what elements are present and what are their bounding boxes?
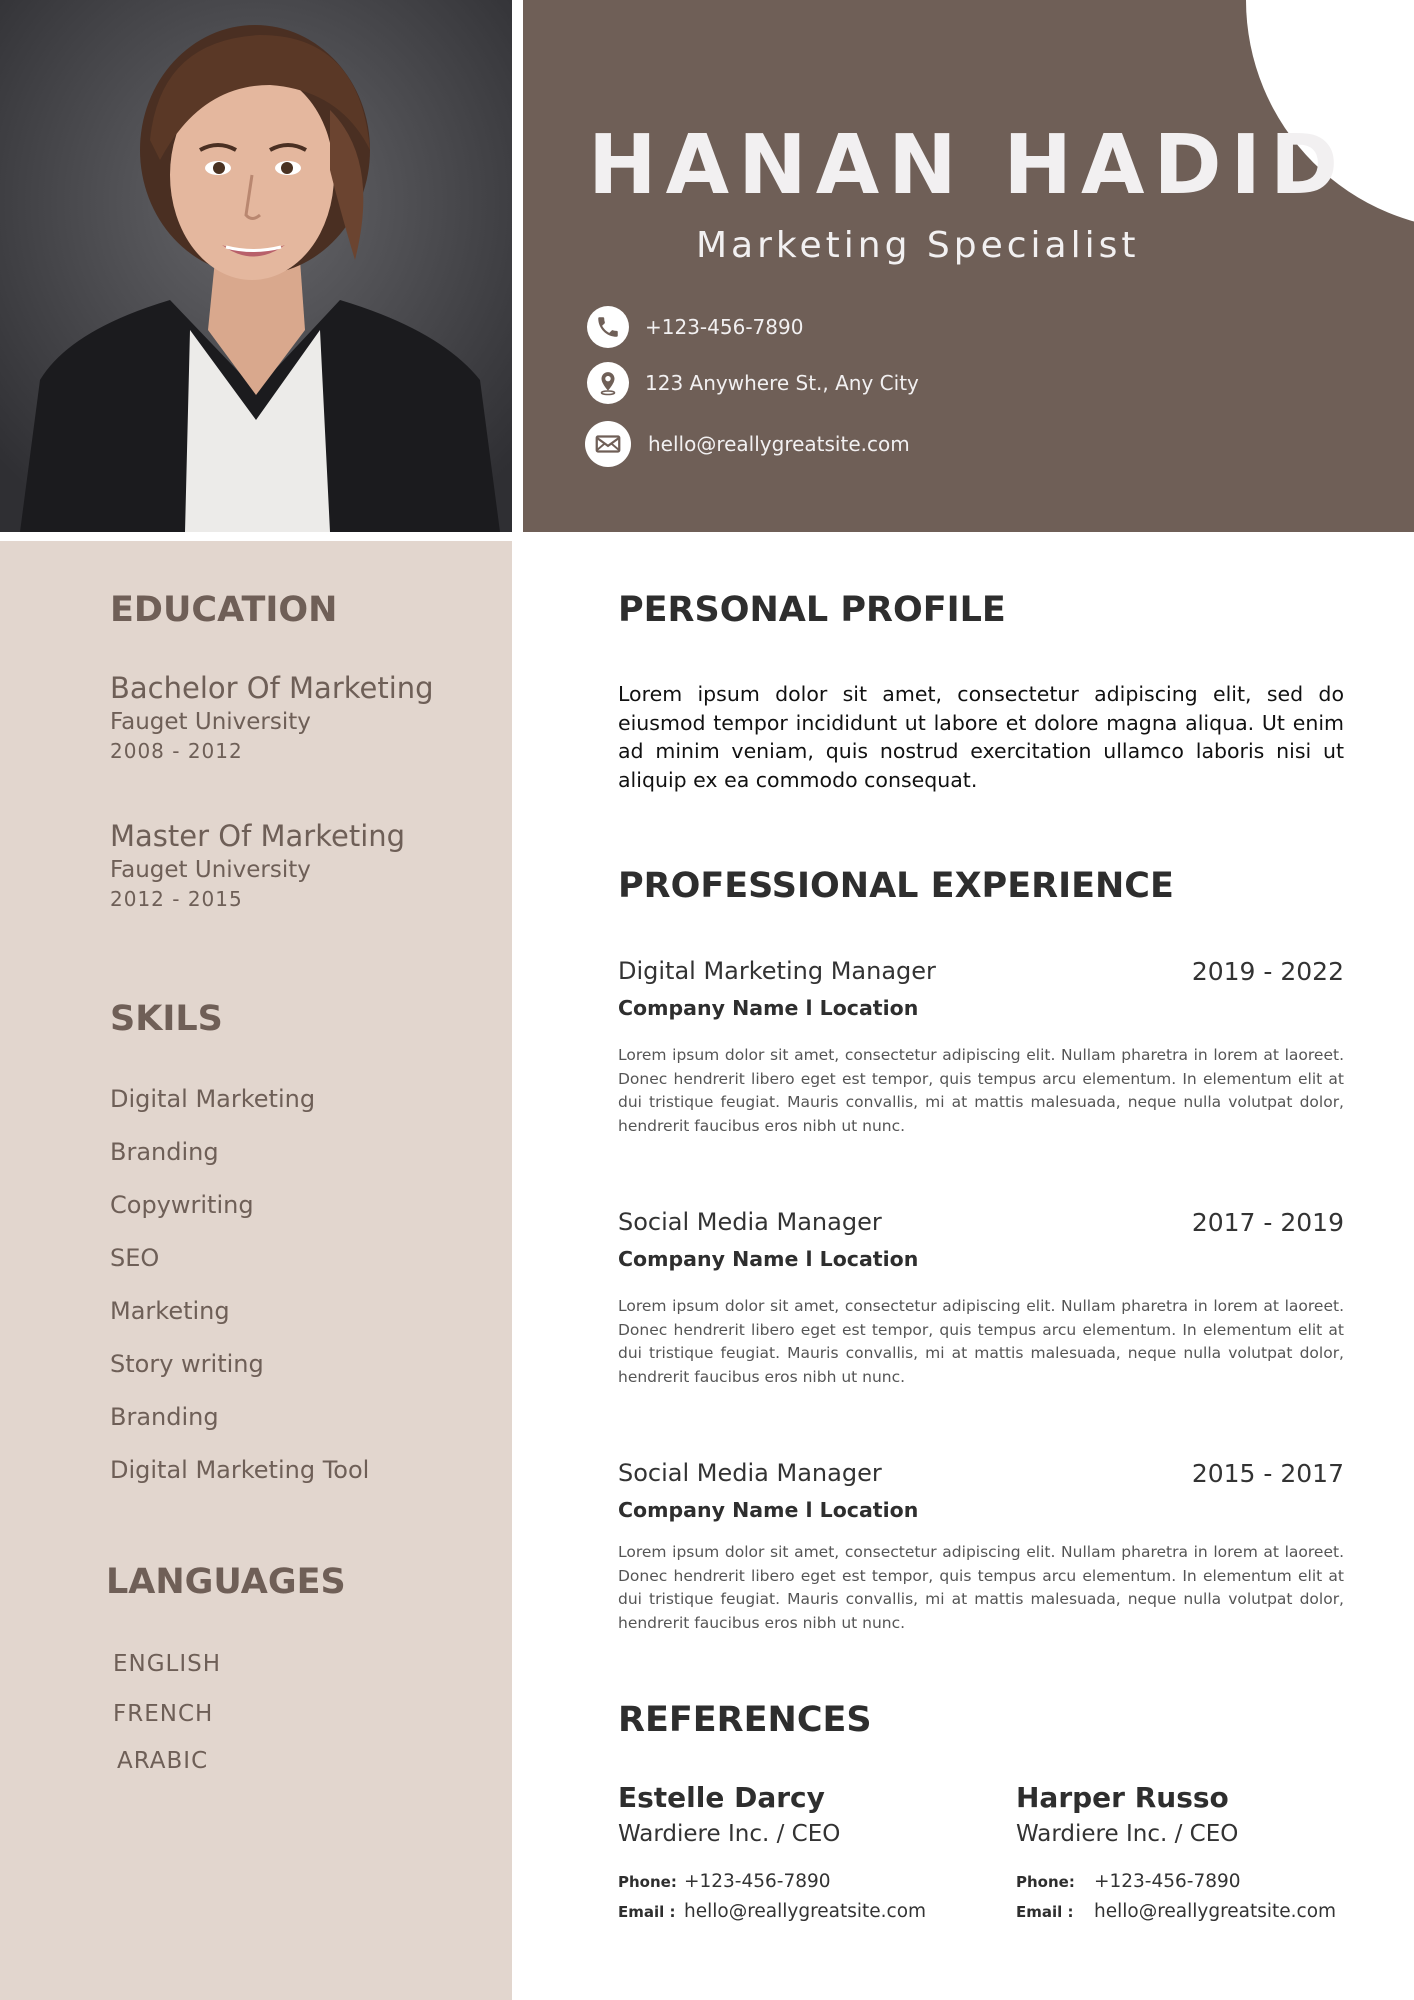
portrait-illustration	[0, 0, 512, 532]
education-degree: Master Of Marketing	[110, 819, 406, 853]
reference-org: Wardiere Inc. / CEO	[1016, 1821, 1239, 1847]
profile-heading: PERSONAL PROFILE	[618, 590, 1006, 630]
job-years: 2019 - 2022	[1191, 957, 1344, 986]
skill-item: Branding	[110, 1138, 219, 1166]
contact-phone	[587, 305, 803, 349]
reference-name: Harper Russo	[1016, 1781, 1229, 1814]
sidebar	[0, 541, 512, 2000]
job-company: Company Name l Location	[618, 1247, 919, 1271]
experience-heading: PROFESSIONAL EXPERIENCE	[618, 866, 1174, 906]
skill-item: Branding	[110, 1403, 219, 1431]
education-degree: Bachelor Of Marketing	[110, 671, 434, 705]
main-content	[618, 541, 1344, 2000]
profile-text: Lorem ipsum dolor sit amet, consectetur adipiscing elit, sed do eiusmod tempor incididunt ut labore et dolore magna aliqua. Ut enim ad minim veniam, quis nostrud exercitation ullamco laboris nisi ut aliquip ex ea commodo consequat.	[618, 682, 1344, 792]
education-years: 2012 - 2015	[110, 887, 243, 911]
job-title: Social Media Manager	[618, 1208, 882, 1236]
job-years: 2017 - 2019	[1191, 1208, 1344, 1237]
language-item: FRENCH	[113, 1701, 214, 1727]
skill-item: Digital Marketing	[110, 1085, 316, 1113]
education-school: Fauget University	[110, 857, 311, 883]
education-school: Fauget University	[110, 709, 311, 735]
education-years: 2008 - 2012	[110, 739, 243, 763]
reference-email-label: Email :	[1016, 1903, 1074, 1921]
reference-phone-label: Phone:	[618, 1873, 677, 1891]
skill-item: Marketing	[110, 1297, 230, 1325]
reference-email[interactable]: hello@reallygreatsite.com	[1094, 1901, 1337, 1922]
reference-phone-label: Phone:	[1016, 1873, 1075, 1891]
reference-org: Wardiere Inc. / CEO	[618, 1821, 841, 1847]
contact-email	[585, 422, 910, 466]
header-banner	[523, 0, 1414, 532]
candidate-role: Marketing Specialist	[696, 225, 1140, 266]
contact-email-text: hello@reallygreatsite.com	[648, 432, 910, 456]
contact-address-text: 123 Anywhere St., Any City	[645, 371, 919, 395]
envelope-icon	[585, 421, 631, 467]
reference-phone: +123-456-7890	[1094, 1871, 1241, 1892]
job-title: Digital Marketing Manager	[618, 957, 936, 985]
location-pin-icon	[587, 362, 629, 404]
languages-heading: LANGUAGES	[106, 1562, 346, 1602]
reference-phone: +123-456-7890	[684, 1871, 831, 1892]
contact-address	[587, 361, 919, 405]
skill-item: SEO	[110, 1244, 160, 1272]
language-item: ARABIC	[117, 1748, 209, 1774]
education-heading: EDUCATION	[110, 590, 338, 630]
phone-icon	[587, 306, 629, 348]
contact-phone-text: +123-456-7890	[645, 315, 804, 339]
reference-email[interactable]: hello@reallygreatsite.com	[684, 1901, 927, 1922]
job-years: 2015 - 2017	[1191, 1459, 1344, 1488]
candidate-name: HANAN HADID	[588, 118, 1348, 213]
skill-item: Copywriting	[110, 1191, 254, 1219]
job-description: Lorem ipsum dolor sit amet, consectetur adipiscing elit. Nullam pharetra in lorem at laoreet. Donec hendrerit libero eget est tempor, quis tempus arcu elementum. In elementum elit at dui tristique feugiat. Mauris convallis, mi at mattis malesuada, neque nulla volutpat dolor, hendrerit faucibus eros nibh ut nunc.	[618, 1543, 1344, 1632]
skill-item: Story writing	[110, 1350, 264, 1378]
job-company: Company Name l Location	[618, 996, 919, 1020]
language-item: ENGLISH	[113, 1651, 222, 1677]
reference-email-label: Email :	[618, 1903, 676, 1921]
job-title: Social Media Manager	[618, 1459, 882, 1487]
skills-heading: SKILS	[110, 999, 223, 1039]
job-description: Lorem ipsum dolor sit amet, consectetur adipiscing elit. Nullam pharetra in lorem at laoreet. Donec hendrerit libero eget est tempor, quis tempus arcu elementum. In elementum elit at dui tristique feugiat. Mauris convallis, mi at mattis malesuada, neque nulla volutpat dolor, hendrerit faucibus eros nibh ut nunc.	[618, 1046, 1344, 1135]
job-company: Company Name l Location	[618, 1498, 919, 1522]
profile-photo	[0, 0, 512, 532]
skill-item: Digital Marketing Tool	[110, 1456, 370, 1484]
reference-name: Estelle Darcy	[618, 1781, 825, 1814]
references-heading: REFERENCES	[618, 1700, 872, 1740]
job-description: Lorem ipsum dolor sit amet, consectetur adipiscing elit. Nullam pharetra in lorem at laoreet. Donec hendrerit libero eget est tempor, quis tempus arcu elementum. In elementum elit at dui tristique feugiat. Mauris convallis, mi at mattis malesuada, neque nulla volutpat dolor, hendrerit faucibus eros nibh ut nunc.	[618, 1297, 1344, 1386]
